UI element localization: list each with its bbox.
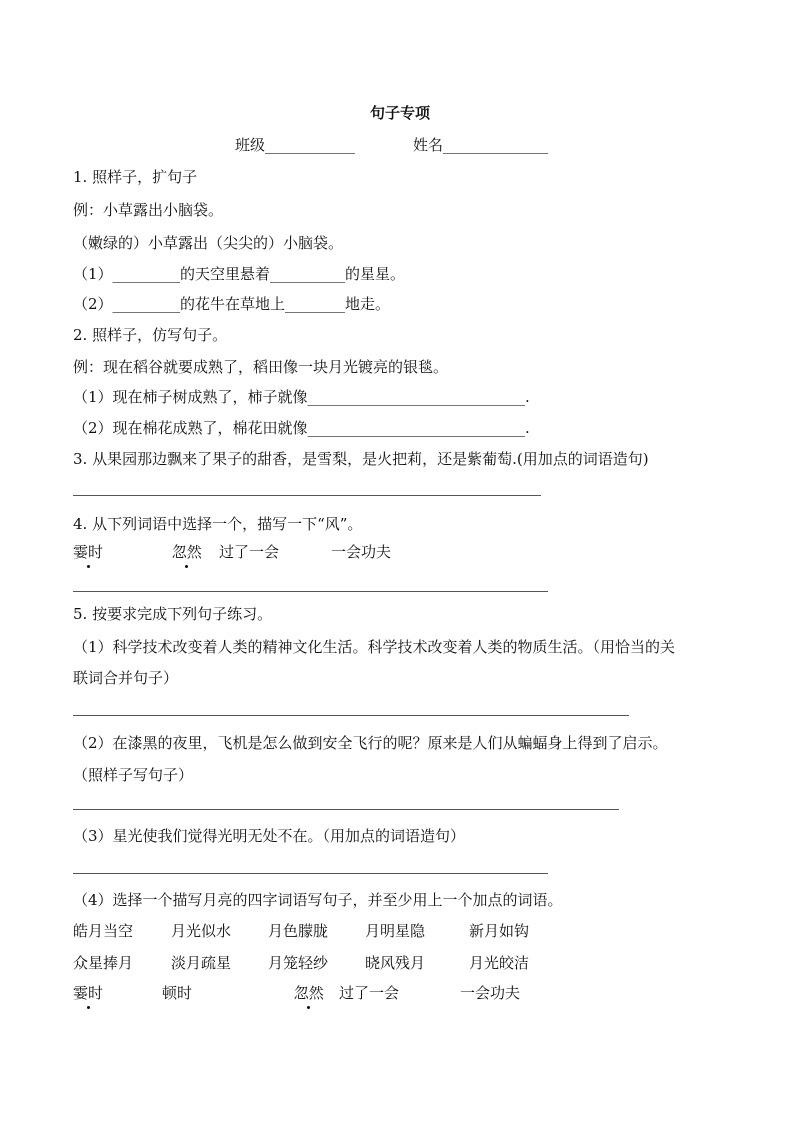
moon-word: 众星捧月 — [73, 954, 134, 972]
q5-part1-line2: 联词合并句子） — [73, 669, 179, 687]
moon-words-row-1 — [73, 921, 673, 943]
moon-word: 淡月疏星 — [171, 954, 232, 972]
q5-part1-line1: （1）科学技术改变着人类的精神文化生活。科学技术改变着人类的物质生活。（用恰当的关 — [73, 638, 676, 656]
dotted-word: 霎时 — [73, 984, 104, 1002]
q5-part1-answer-line[interactable] — [73, 715, 629, 716]
moon-word: 月光皎洁 — [469, 954, 530, 972]
dotted-word: 顿时 — [162, 984, 193, 1002]
moon-word: 月色朦胧 — [268, 922, 329, 940]
q5-part2-line2: （照样子写句子） — [73, 766, 194, 784]
worksheet-title: 句子专项 — [369, 104, 430, 122]
q5-part3: （3）星光使我们觉得光明无处不在。（用加点的词语造句） — [73, 827, 466, 845]
dotted-word: 忽然 — [293, 984, 324, 1002]
moon-word: 晓风残月 — [365, 954, 426, 972]
class-field[interactable]: 班级____________ — [235, 136, 356, 154]
q2-item-1[interactable]: （1）现在柿子树成熟了，柿子就像_____________________________. — [73, 388, 530, 406]
q4-answer-line[interactable] — [73, 591, 548, 592]
moon-word: 月光似水 — [171, 922, 232, 940]
q4-word: 一会功夫 — [331, 543, 392, 561]
q4-heading: 4. 从下列词语中选择一个，描写一下“风”。 — [73, 515, 363, 533]
q1-example: 例：小草露出小脑袋。 — [73, 201, 224, 219]
moon-word: 皓月当空 — [73, 922, 134, 940]
moon-word: 月笼轻纱 — [268, 954, 329, 972]
moon-word: 新月如钩 — [469, 922, 530, 940]
q4-word: 霎时 — [73, 543, 104, 561]
q1-item-1[interactable]: （1）_________的天空里悬着__________的星星。 — [73, 265, 406, 283]
q5-heading: 5. 按要求完成下列句子练习。 — [73, 605, 273, 623]
q5-part2-line1: （2）在漆黑的夜里，飞机是怎么做到安全飞行的呢？原来是人们从蝙蝠身上得到了启示。 — [73, 734, 668, 752]
moon-word: 月明星隐 — [365, 922, 426, 940]
q4-word-row — [73, 542, 673, 564]
q3-text: 3. 从果园那边飘来了果子的甜香，是雪梨，是火把莉，还是紫葡萄.(用加点的词语造句) — [73, 450, 649, 468]
dotted-word: 一会功夫 — [460, 984, 521, 1002]
q3-answer-line[interactable] — [73, 495, 541, 496]
dotted-words-row — [73, 983, 673, 1005]
name-field[interactable]: 姓名______________ — [413, 136, 549, 154]
q1-heading: 1. 照样子，扩句子 — [73, 168, 198, 186]
q2-item-2[interactable]: （2）现在棉花成熟了，棉花田就像_____________________________. — [73, 419, 530, 437]
q1-example-expanded: （嫩绿的）小草露出（尖尖的）小脑袋。 — [73, 234, 344, 252]
q5-part2-answer-line[interactable] — [73, 809, 619, 810]
q5-part4: （4）选择一个描写月亮的四字词语写句子，并至少用上一个加点的词语。 — [73, 891, 563, 909]
q2-example: 例：现在稻谷就要成熟了，稻田像一块月光镀亮的银毯。 — [73, 358, 449, 376]
dotted-word: 过了一会 — [339, 984, 400, 1002]
q4-word: 过了一会 — [219, 543, 280, 561]
q4-word: 忽然 — [171, 543, 202, 561]
q5-part3-answer-line[interactable] — [73, 873, 548, 874]
q2-heading: 2. 照样子，仿写句子。 — [73, 326, 228, 344]
q1-item-2[interactable]: （2）_________的花牛在草地上________地走。 — [73, 295, 391, 313]
moon-words-row-2 — [73, 953, 673, 975]
